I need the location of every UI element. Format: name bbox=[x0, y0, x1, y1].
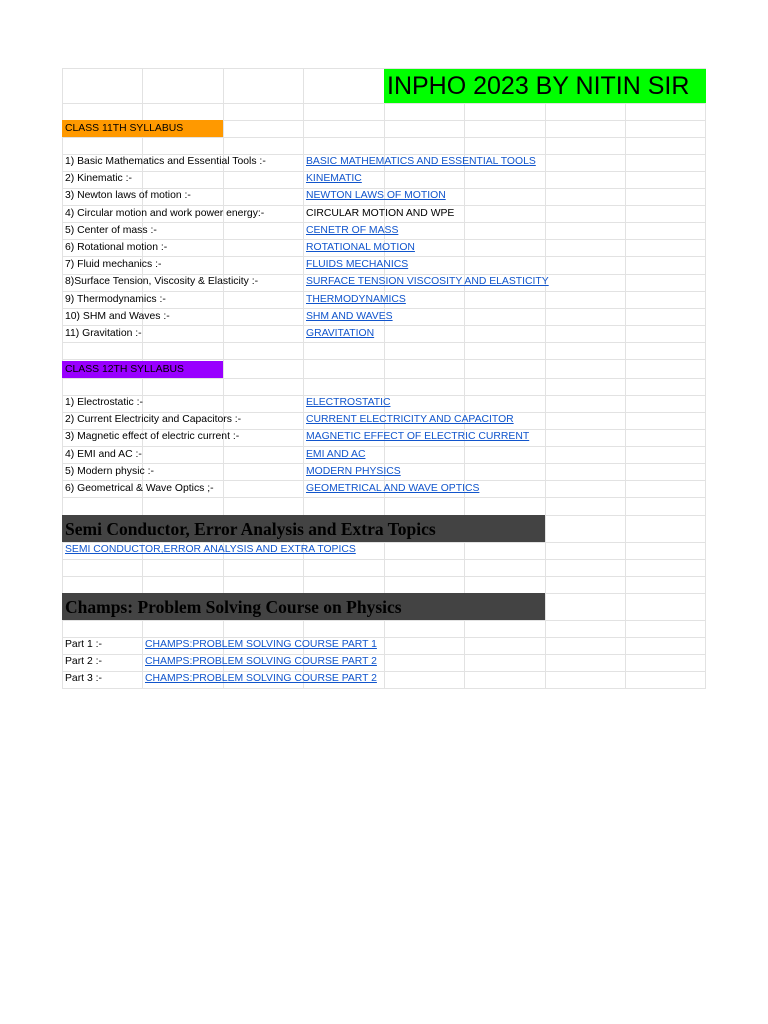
class12-link[interactable]: CURRENT ELECTRICITY AND CAPACITOR bbox=[306, 414, 514, 426]
class12-topic: 1) Electrostatic :- bbox=[65, 397, 143, 408]
class11-topic: 2) Kinematic :- bbox=[65, 173, 132, 185]
class12-topic: 6) Geometrical & Wave Optics ;- bbox=[65, 483, 214, 494]
class11-topic: 8)Surface Tension, Viscosity & Elasticity :- bbox=[65, 276, 259, 288]
champs-part-link[interactable]: CHAMPS:PROBLEM SOLVING COURSE PART 1 bbox=[145, 639, 377, 650]
champs-part-link[interactable]: CHAMPS:PROBLEM SOLVING COURSE PART 2 bbox=[145, 656, 377, 667]
champs-part-label: Part 2 :- bbox=[65, 656, 102, 667]
class11-topic: 5) Center of mass :- bbox=[65, 224, 157, 236]
semi-heading-band bbox=[62, 515, 545, 542]
class11-label: CLASS 11TH SYLLABUS bbox=[65, 123, 184, 134]
class12-topic: 5) Modern physic :- bbox=[65, 465, 154, 477]
class11-link[interactable]: KINEMATIC bbox=[306, 173, 362, 185]
class12-topic: 4) EMI and AC :- bbox=[65, 448, 142, 460]
champs-heading: Champs: Problem Solving Course on Physics bbox=[65, 597, 402, 617]
class11-topic: 3) Newton laws of motion :- bbox=[65, 190, 191, 202]
class12-link[interactable]: MODERN PHYSICS bbox=[306, 465, 401, 477]
class12-link[interactable]: ELECTROSTATIC bbox=[306, 397, 391, 408]
spreadsheet bbox=[62, 68, 706, 689]
class11-topic: 10) SHM and Waves :- bbox=[65, 310, 170, 322]
class11-link[interactable]: THERMODYNAMICS bbox=[306, 293, 406, 305]
class12-label: CLASS 12TH SYLLABUS bbox=[65, 364, 184, 375]
champs-part-label: Part 3 :- bbox=[65, 673, 102, 684]
class11-link[interactable]: ROTATIONAL MOTION bbox=[306, 242, 415, 253]
champs-part-label: Part 1 :- bbox=[65, 639, 102, 650]
class11-topic: 1) Basic Mathematics and Essential Tools :- bbox=[65, 156, 266, 167]
semi-heading: Semi Conductor, Error Analysis and Extra Topics bbox=[65, 519, 436, 539]
class12-link[interactable]: GEOMETRICAL AND WAVE OPTICS bbox=[306, 483, 480, 494]
class11-topic: 9) Thermodynamics :- bbox=[65, 293, 166, 305]
class11-link[interactable]: SURFACE TENSION VISCOSITY AND ELASTICITY bbox=[306, 276, 549, 288]
class11-topic: 6) Rotational motion :- bbox=[65, 242, 168, 253]
title-cell bbox=[384, 69, 706, 103]
semi-link[interactable]: SEMI CONDUCTOR,ERROR ANALYSIS AND EXTRA TOPICS bbox=[65, 544, 356, 555]
class12-link[interactable]: EMI AND AC bbox=[306, 448, 366, 460]
class11-link[interactable]: BASIC MATHEMATICS AND ESSENTIAL TOOLS bbox=[306, 156, 536, 167]
champs-heading-band bbox=[62, 593, 545, 620]
class11-label-cell bbox=[62, 120, 223, 137]
class11-link[interactable]: FLUIDS MECHANICS bbox=[306, 259, 409, 271]
page-title: INPHO 2023 BY NITIN SIR bbox=[387, 72, 690, 100]
class11-link: CIRCULAR MOTION AND WPE bbox=[306, 207, 455, 219]
class11-link[interactable]: NEWTON LAWS OF MOTION bbox=[306, 190, 446, 202]
class11-topic: 11) Gravitation :- bbox=[65, 328, 142, 339]
champs-part-link[interactable]: CHAMPS:PROBLEM SOLVING COURSE PART 2 bbox=[145, 673, 377, 684]
class12-topic: 2) Current Electricity and Capacitors :- bbox=[65, 414, 242, 426]
class11-topic: 4) Circular motion and work power energy:- bbox=[65, 207, 265, 219]
class12-topic: 3) Magnetic effect of electric current :- bbox=[65, 431, 240, 443]
class11-link[interactable]: CENETR OF MASS bbox=[306, 224, 399, 236]
class11-topic: 7) Fluid mechanics :- bbox=[65, 259, 162, 271]
class11-link[interactable]: SHM AND WAVES bbox=[306, 310, 393, 322]
class12-label-cell bbox=[62, 361, 223, 378]
class11-link[interactable]: GRAVITATION bbox=[306, 328, 375, 339]
class12-link[interactable]: MAGNETIC EFFECT OF ELECTRIC CURRENT bbox=[306, 431, 530, 443]
